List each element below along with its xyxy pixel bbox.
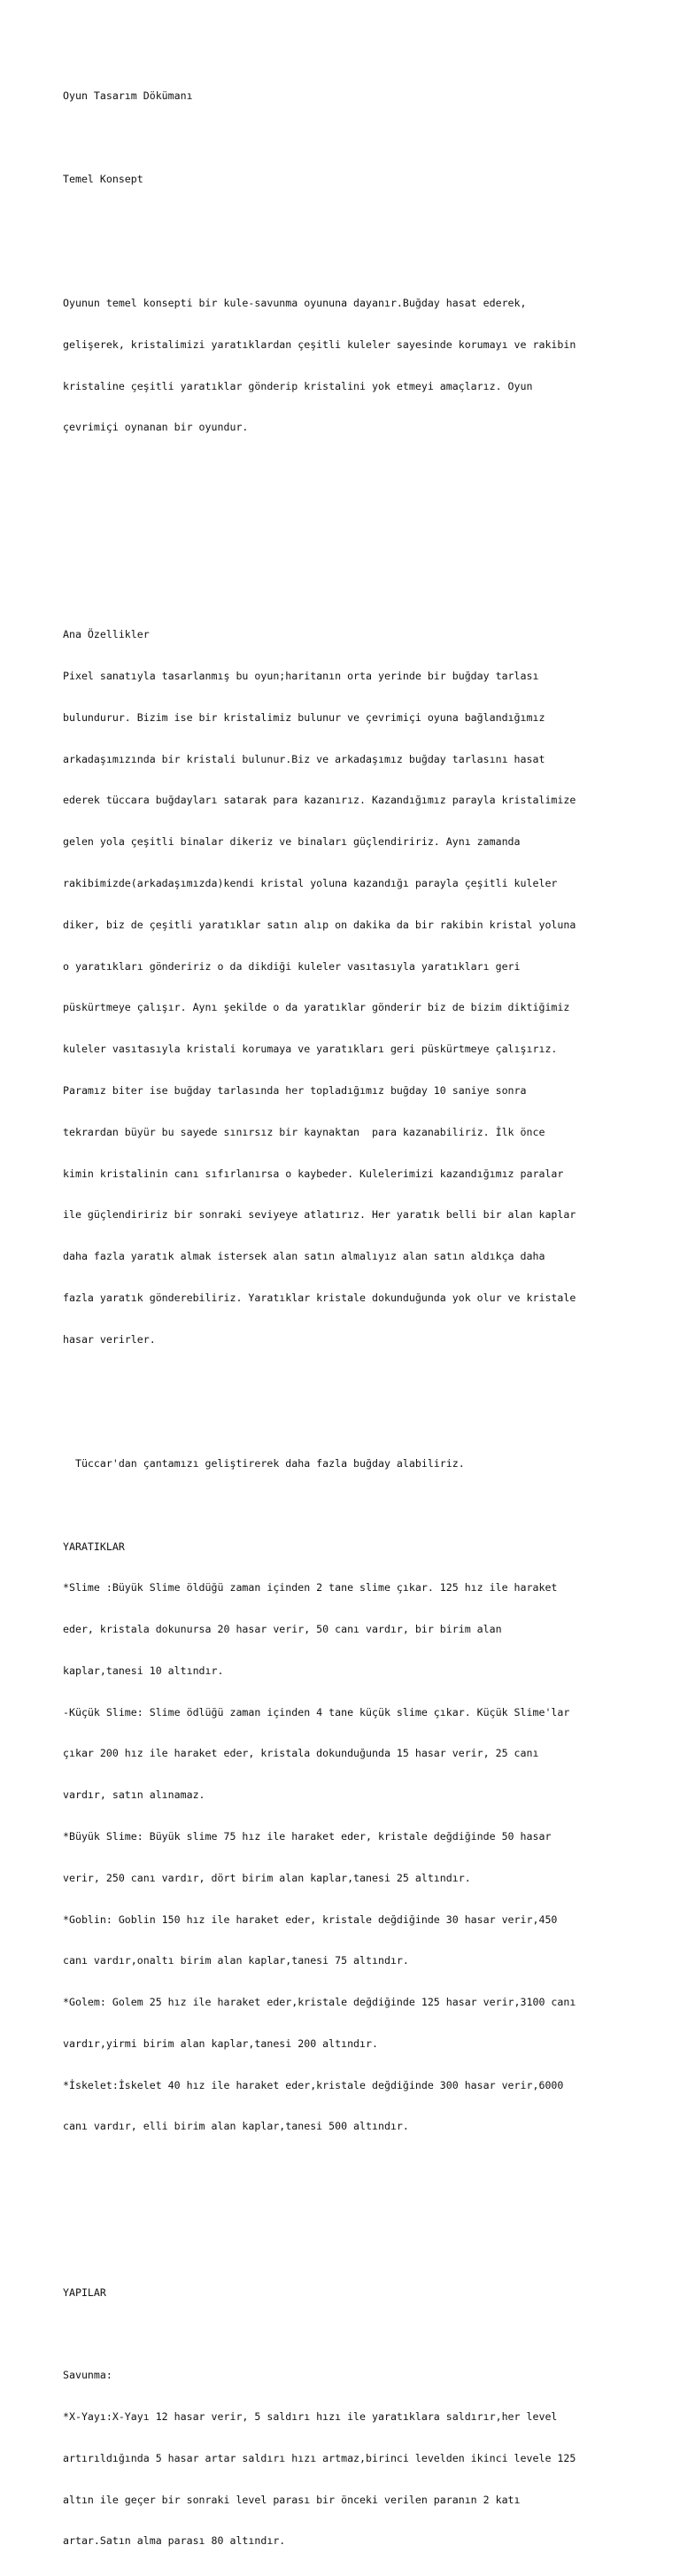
features-paragraph-line: gelen yola çeşitli binalar dikeriz ve binaları güçlendiririz. Aynı zamanda (63, 835, 521, 849)
concept-paragraph-line: kristaline çeşitli yaratıklar gönderip kristalini yok etmeyi amaçlarız. Oyun (63, 379, 533, 392)
section-heading-temel-konsept: Temel Konsept (63, 172, 143, 185)
creatures-line: *Slime :Büyük Slime öldüğü zaman içinden 2 tane slime çıkar. 125 hız ile haraket (63, 1581, 558, 1594)
structures-line: artar.Satın alma parası 80 altındır. (63, 2534, 286, 2548)
creatures-line: vardır, satın alınamaz. (63, 1788, 205, 1802)
creatures-line: eder, kristala dokunursa 20 hasar verir, 50 canı vardır, bir birim alan (63, 1623, 502, 1636)
defense-heading: Savunma: (63, 2369, 112, 2382)
concept-paragraph-line: Oyunun temel konsepti bir kule-savunma oyununa dayanır.Buğday hasat ederek, (63, 297, 527, 310)
creatures-line: *Goblin: Goblin 150 hız ile haraket eder, kristale değdiğinde 30 hasar verir,450 (63, 1913, 558, 1926)
merchant-note: Tüccar'dan çantamızı geliştirerek daha fazla buğday alabiliriz. (63, 1456, 465, 1470)
features-paragraph-line: bulundurur. Bizim ise bir kristalimiz bulunur ve çevrimiçi oyuna bağlandığımız (63, 710, 545, 724)
features-paragraph-line: ederek tüccara buğdayları satarak para kazanırız. Kazandığımız parayla kristalimize (63, 794, 576, 807)
section-heading-yaratiklar: YARATIKLAR (63, 1540, 125, 1553)
document-title: Oyun Tasarım Dökümanı (63, 89, 193, 103)
section-heading-ana-ozellikler: Ana Özellikler (63, 628, 150, 641)
creatures-line: canı vardır,onaltı birim alan kaplar,tanesi 75 altındır. (63, 1954, 409, 1967)
features-paragraph-line: hasar verirler. (63, 1332, 156, 1346)
structures-line: altın ile geçer bir sonraki level parası bir önceki verilen paranın 2 katı (63, 2493, 521, 2506)
structures-line: *X-Yayı:X-Yayı 12 hasar verir, 5 saldırı hızı ile yaratıklara saldırır,her level (63, 2409, 558, 2423)
creatures-line: verir, 250 canı vardır, dört birim alan kaplar,tanesi 25 altındır. (63, 1871, 471, 1884)
features-paragraph-line: püskürtmeye çalışır. Aynı şekilde o da yaratıklar gönderir biz de bizim diktiğimiz (63, 1001, 570, 1014)
creatures-line: vardır,yirmi birim alan kaplar,tanesi 200 altındır. (63, 2037, 378, 2050)
creatures-line: kaplar,tanesi 10 altındır. (63, 1664, 224, 1677)
document-body (63, 62, 621, 2576)
features-paragraph-line: Paramız biter ise buğday tarlasında her topladığımız buğday 10 saniye sonra (63, 1083, 527, 1097)
features-paragraph-line: kimin kristalinin canı sıfırlanırsa o kaybeder. Kulelerimizi kazandığımız paralar (63, 1167, 564, 1180)
features-paragraph-line: daha fazla yaratık almak istersek alan satın almalıyız alan satın aldıkça daha (63, 1250, 545, 1263)
section-heading-yapilar: YAPILAR (63, 2285, 106, 2299)
features-paragraph-line: tekrardan büyür bu sayede sınırsız bir kaynaktan para kazanabiliriz. İlk önce (63, 1125, 545, 1138)
features-paragraph-line: rakibimizde(arkadaşımızda)kendi kristal yoluna kazandığı parayla çeşitli kuleler (63, 877, 558, 890)
features-paragraph-line: o yaratıkları göndeririz o da dikdiği kuleler vasıtasıyla yaratıkları geri (63, 959, 521, 973)
features-paragraph-line: arkadaşımızında bir kristali bulunur.Biz ve arkadaşımız buğday tarlasını hasat (63, 752, 545, 765)
creatures-line: *Büyük Slime: Büyük slime 75 hız ile haraket eder, kristale değdiğinde 50 hasar (63, 1830, 552, 1843)
features-paragraph-line: diker, biz de çeşitli yaratıklar satın alıp on dakika da bir rakibin kristal yoluna (63, 918, 576, 931)
features-paragraph-line: kuleler vasıtasıyla kristali korumaya ve yaratıkları geri püskürtmeye çalışırız. (63, 1043, 558, 1056)
features-paragraph-line: ile güçlendiririz bir sonraki seviyeye atlatırız. Her yaratık belli bir alan kaplar (63, 1208, 576, 1222)
creatures-line: canı vardır, elli birim alan kaplar,tanesi 500 altındır. (63, 2120, 409, 2133)
creatures-line: *İskelet:İskelet 40 hız ile haraket eder,kristale değdiğinde 300 hasar verir,6000 (63, 2078, 564, 2091)
concept-paragraph-line: çevrimiçi oynanan bir oyundur. (63, 421, 249, 434)
structures-line: artırıldığında 5 hasar artar saldırı hızı artmaz,birinci levelden ikinci levele 125 (63, 2451, 576, 2464)
features-paragraph-line: fazla yaratık gönderebiliriz. Yaratıklar kristale dokunduğunda yok olur ve kristale (63, 1291, 576, 1304)
creatures-line: *Golem: Golem 25 hız ile haraket eder,kristale değdiğinde 125 hasar verir,3100 canı (63, 1996, 576, 2009)
concept-paragraph-line: gelişerek, kristalimizi yaratıklardan çeşitli kuleler sayesinde korumayı ve rakibin (63, 338, 576, 351)
creatures-line: -Küçük Slime: Slime ödlüğü zaman içinden 4 tane küçük slime çıkar. Küçük Slime'lar (63, 1705, 570, 1719)
features-paragraph-line: Pixel sanatıyla tasarlanmış bu oyun;haritanın orta yerinde bir buğday tarlası (63, 670, 539, 683)
creatures-line: çıkar 200 hız ile haraket eder, kristala dokunduğunda 15 hasar verir, 25 canı (63, 1747, 539, 1760)
